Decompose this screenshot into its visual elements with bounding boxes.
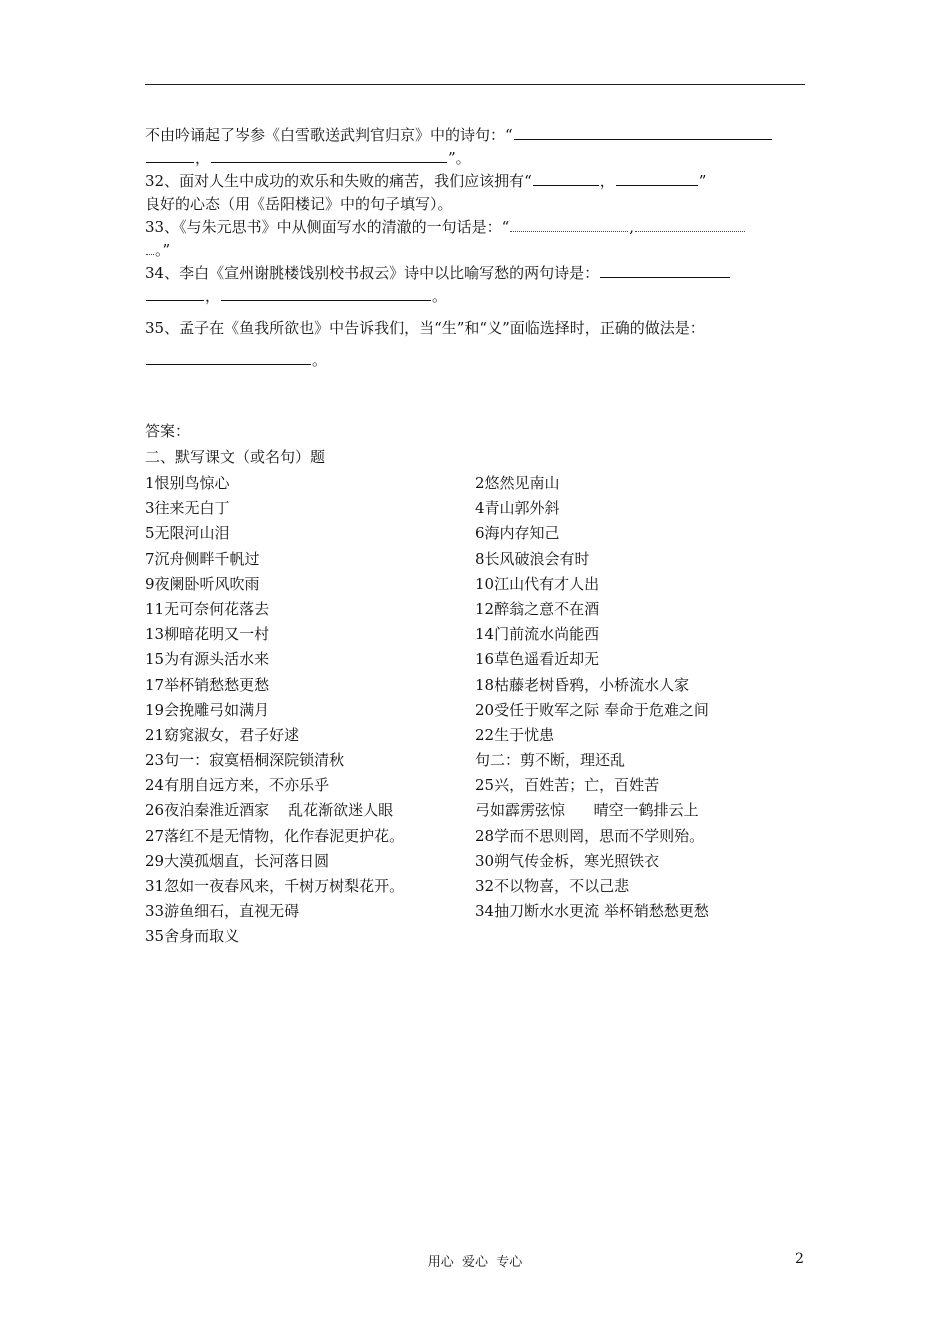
question-34-line-1: 34、李白《宣州谢朓楼饯别校书叔云》诗中以比喻写愁的两句诗是： <box>145 262 810 285</box>
answer-item: 10江山代有才人出 <box>475 574 600 593</box>
answer-row <box>145 597 810 622</box>
answer-blank[interactable] <box>533 170 599 186</box>
answer-blank[interactable] <box>146 239 154 255</box>
answer-item: 21窈窕淑女，君子好逑 <box>145 725 300 744</box>
answer-item: 1恨别鸟惊心 <box>145 474 230 492</box>
question-33-line-1: 33、《与朱元思书》中从侧面写水的清澈的一句话是：“ , <box>145 216 810 239</box>
answer-row <box>145 698 810 723</box>
answer-item: 8长风破浪会有时 <box>475 549 590 568</box>
question-31-line-2: ， ”。 <box>145 147 810 170</box>
answer-item: 22生于忧患 <box>475 725 555 744</box>
header-rule <box>145 84 805 85</box>
answer-item: 20受任于败军之际 奉命于危难之间 <box>475 700 709 719</box>
answer-item: 11无可奈何花落去 <box>145 599 270 618</box>
answer-row <box>145 849 810 874</box>
answer-item: 35舍身而取义 <box>145 927 240 946</box>
answer-blank[interactable] <box>146 285 204 301</box>
answer-item: 9夜阑卧听风吹雨 <box>145 574 260 593</box>
answer-blank[interactable] <box>600 262 730 278</box>
answer-blank[interactable] <box>635 216 745 232</box>
answer-item: 26夜泊秦淮近酒家 乱花渐欲迷人眼 <box>145 801 394 820</box>
question-32-line-1: 32、面对人生中成功的欢乐和失败的痛苦，我们应该拥有“ ， ” <box>145 172 707 190</box>
answer-item: 弓如霹雳弦惊 晴空一鹤排云上 <box>475 801 699 820</box>
answer-item: 15为有源头活水来 <box>145 650 270 669</box>
answer-row <box>145 723 810 748</box>
answer-row <box>145 773 810 798</box>
answer-item: 28学而不思则罔，思而不学则殆。 <box>475 826 705 845</box>
answers-subheading: 二、默写课文（或名句）题 <box>145 448 326 466</box>
question-33-line-2: 。” <box>145 239 810 262</box>
answer-item: 32不以物喜，不以己悲 <box>475 877 630 895</box>
answer-row <box>145 547 810 572</box>
answer-item: 13柳暗花明又一村 <box>145 625 270 644</box>
answer-item: 12醉翁之意不在酒 <box>475 599 600 618</box>
answer-row <box>145 924 810 949</box>
answer-item: 18枯藤老树昏鸦，小桥流水人家 <box>475 675 690 694</box>
answer-item <box>475 924 810 949</box>
question-section <box>145 124 810 372</box>
answer-blank[interactable] <box>514 124 772 140</box>
answer-item: 27落红不是无情物，化作春泥更护花。 <box>145 826 405 845</box>
question-34-line-2: ， 。 <box>145 285 810 308</box>
answer-item: 句二：剪不断，理还乱 <box>475 751 626 770</box>
answer-item: 2悠然见南山 <box>475 474 560 492</box>
answer-row <box>145 899 810 924</box>
answer-item: 23句一：寂寞梧桐深院锁清秋 <box>145 751 345 770</box>
answer-item: 31忽如一夜春风来，千树万树梨花开。 <box>145 877 405 895</box>
answer-item: 5无限河山泪 <box>145 524 230 543</box>
answer-blank[interactable] <box>211 147 447 163</box>
answer-row <box>145 471 810 496</box>
answer-item: 34抽刀断水水更流 举杯销愁愁更愁 <box>475 902 709 921</box>
answer-blank[interactable] <box>146 349 311 365</box>
answer-item: 33游鱼细石，直视无碍 <box>145 902 300 921</box>
answer-row <box>145 521 810 546</box>
answer-item: 30朔气传金柝，寒光照铁衣 <box>475 851 660 870</box>
answer-grid <box>145 471 810 950</box>
answer-section <box>145 420 810 950</box>
answer-row <box>145 748 810 773</box>
question-35-line-1: 35、孟子在《鱼我所欲也》中告诉我们，当“生”和“义”面临选择时，正确的做法是： <box>145 319 705 337</box>
page-number: 2 <box>795 1251 804 1267</box>
answers-heading: 答案： <box>145 422 191 440</box>
answer-item: 25兴，百姓苦；亡，百姓苦 <box>475 776 660 795</box>
answer-row <box>145 673 810 698</box>
question-32-line-2: 良好的心态（用《岳阳楼记》中的句子填写）。 <box>145 195 453 213</box>
answer-row <box>145 874 810 899</box>
answer-item: 3往来无白丁 <box>145 499 230 518</box>
answer-item: 17举杯销愁愁更愁 <box>145 675 270 694</box>
answer-item: 24有朋自远方来，不亦乐乎 <box>145 776 330 795</box>
answer-row <box>145 622 810 647</box>
question-31-line-1: 不由吟诵起了岑参《白雪歌送武判官归京》中的诗句：“ <box>145 124 810 147</box>
answer-blank[interactable] <box>146 147 194 163</box>
question-35-line-2: 。 <box>145 349 810 372</box>
answer-item: 19会挽雕弓如满月 <box>145 700 270 719</box>
answer-blank[interactable] <box>510 216 628 232</box>
answer-item: 4青山郭外斜 <box>475 499 560 518</box>
answer-item: 29大漠孤烟直，长河落日圆 <box>145 851 330 870</box>
answer-item: 14门前流水尚能西 <box>475 625 600 644</box>
answer-row <box>145 798 810 823</box>
answer-item: 7沉舟侧畔千帆过 <box>145 549 260 568</box>
answer-row <box>145 647 810 672</box>
answer-blank[interactable] <box>616 170 698 186</box>
answer-item: 16草色遥看近却无 <box>475 650 600 669</box>
answer-blank[interactable] <box>221 285 431 301</box>
answer-item: 6海内存知己 <box>475 524 560 543</box>
answer-row <box>145 572 810 597</box>
answer-row <box>145 824 810 849</box>
footer-motto: 用心 爱心 专心 <box>427 1255 523 1270</box>
answer-row <box>145 496 810 521</box>
